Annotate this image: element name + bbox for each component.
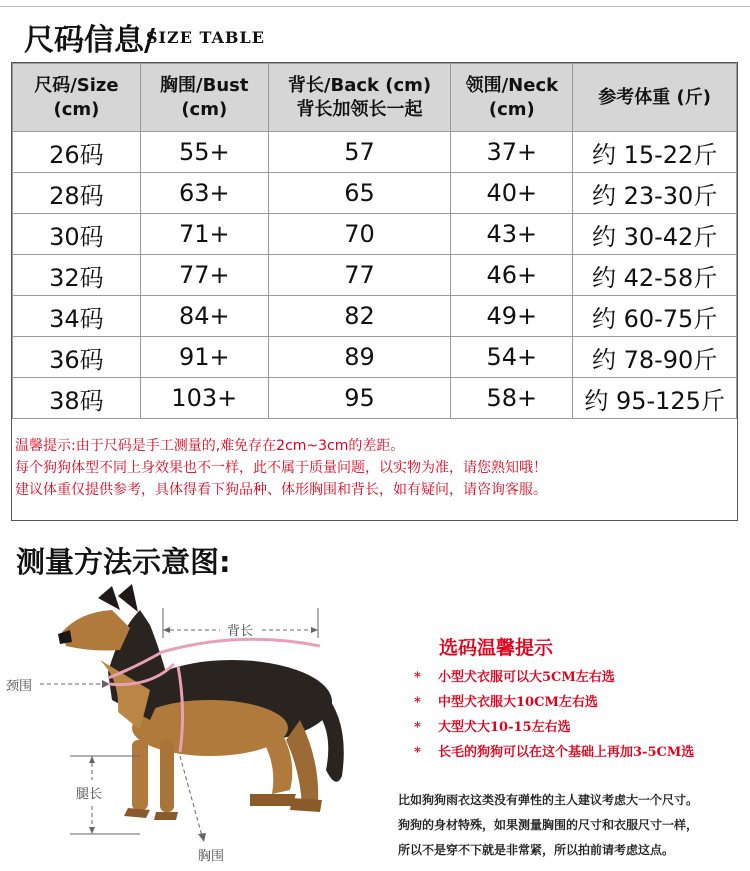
table-row [13,173,737,214]
size-table-panel [11,62,738,521]
chest-marker [180,756,224,864]
header-bust: 胸围/Bust (cm) [140,64,268,132]
star-icon: * [414,670,421,685]
tip-item: * 小型犬衣服可以大5CM左右选 [414,670,615,685]
table-row [13,378,737,419]
star-icon: * [414,720,421,735]
cell-back: 89 [268,337,451,378]
back-length-marker [163,608,318,639]
cell-bust: 91+ [140,337,268,378]
cell-weight: 约 42-58斤 [573,255,737,296]
table-row [13,337,737,378]
cell-bust: 71+ [140,214,268,255]
header-back: 背长/Back (cm) 背长加领长一起 [268,64,451,132]
advice-block [398,788,748,863]
cell-back: 70 [268,214,451,255]
method-title: 测量方法示意图: [16,545,231,579]
cell-bust: 77+ [140,255,268,296]
note-line: 建议体重仅提供参考，具体得看下狗品种、体形胸围和背长，如有疑问，请咨询客服。 [15,482,547,498]
table-row [13,255,737,296]
cell-neck: 54+ [451,337,573,378]
cell-neck: 37+ [451,132,573,173]
cell-size: 30码 [13,214,141,255]
cell-bust: 63+ [140,173,268,214]
cell-size: 32码 [13,255,141,296]
cell-neck: 49+ [451,296,573,337]
leg-label: 腿长 [76,787,103,802]
cell-back: 77 [268,255,451,296]
cell-size: 36码 [13,337,141,378]
cell-neck: 58+ [451,378,573,419]
tip-item: * 中型犬衣服大10CM左右选 [414,695,598,710]
chest-label: 胸围 [198,849,225,864]
back-label: 背长 [227,624,254,639]
table-row [13,214,737,255]
tip-item: * 长毛的狗狗可以在这个基础上再加3-5CM选 [414,745,695,760]
title-bar [0,6,750,57]
header-weight: 参考体重 (斤) [573,64,737,132]
tips-title: 选码温馨提示 [439,637,554,659]
cell-weight: 约 23-30斤 [573,173,737,214]
cell-weight: 约 95-125斤 [573,378,737,419]
cell-size: 28码 [13,173,141,214]
page-subtitle: SIZE TABLE [146,28,265,47]
dog-illustration [58,584,344,820]
page-title: 尺码信息/ [24,23,155,58]
neck-label: 颈围 [6,679,33,694]
cell-weight: 约 60-75斤 [573,296,737,337]
table-row [13,132,737,173]
cell-back: 65 [268,173,451,214]
neck-marker [6,679,110,694]
cell-bust: 55+ [140,132,268,173]
tip-item: * 大型犬大10-15左右选 [414,720,571,735]
cell-bust: 84+ [140,296,268,337]
note-line: 温馨提示:由于尺码是手工测量的,难免存在2cm~3cm的差距。 [15,438,405,454]
cell-weight: 约 30-42斤 [573,214,737,255]
cell-back: 57 [268,132,451,173]
star-icon: * [414,745,421,760]
table-header-row [13,64,737,132]
cell-size: 26码 [13,132,141,173]
header-neck: 领围/Neck (cm) [451,64,573,132]
cell-size: 34码 [13,296,141,337]
leg-length-marker [70,756,140,834]
advice-line: 所以不是穿不下就是非常紧，所以拍前请考虑这点。 [398,843,675,857]
cell-weight: 约 15-22斤 [573,132,737,173]
size-table [12,63,737,419]
cell-back: 95 [268,378,451,419]
cell-back: 82 [268,296,451,337]
measurement-diagram [0,580,400,871]
cell-neck: 40+ [451,173,573,214]
table-row [13,296,737,337]
note-line: 每个狗狗体型不同上身效果也不一样，此不属于质量问题，以实物为准，请您熟知哦！ [15,460,547,476]
cell-neck: 46+ [451,255,573,296]
cell-size: 38码 [13,378,141,419]
cell-neck: 43+ [451,214,573,255]
header-size: 尺码/Size (cm) [13,64,141,132]
star-icon: * [414,695,421,710]
cell-bust: 103+ [140,378,268,419]
cell-weight: 约 78-90斤 [573,337,737,378]
advice-line: 狗狗的身材特殊，如果测量胸围的尺寸和衣服尺寸一样， [398,818,699,832]
notes-block [15,435,735,501]
advice-line: 比如狗狗雨衣这类没有弹性的主人建议考虑大一个尺寸。 [398,793,699,807]
